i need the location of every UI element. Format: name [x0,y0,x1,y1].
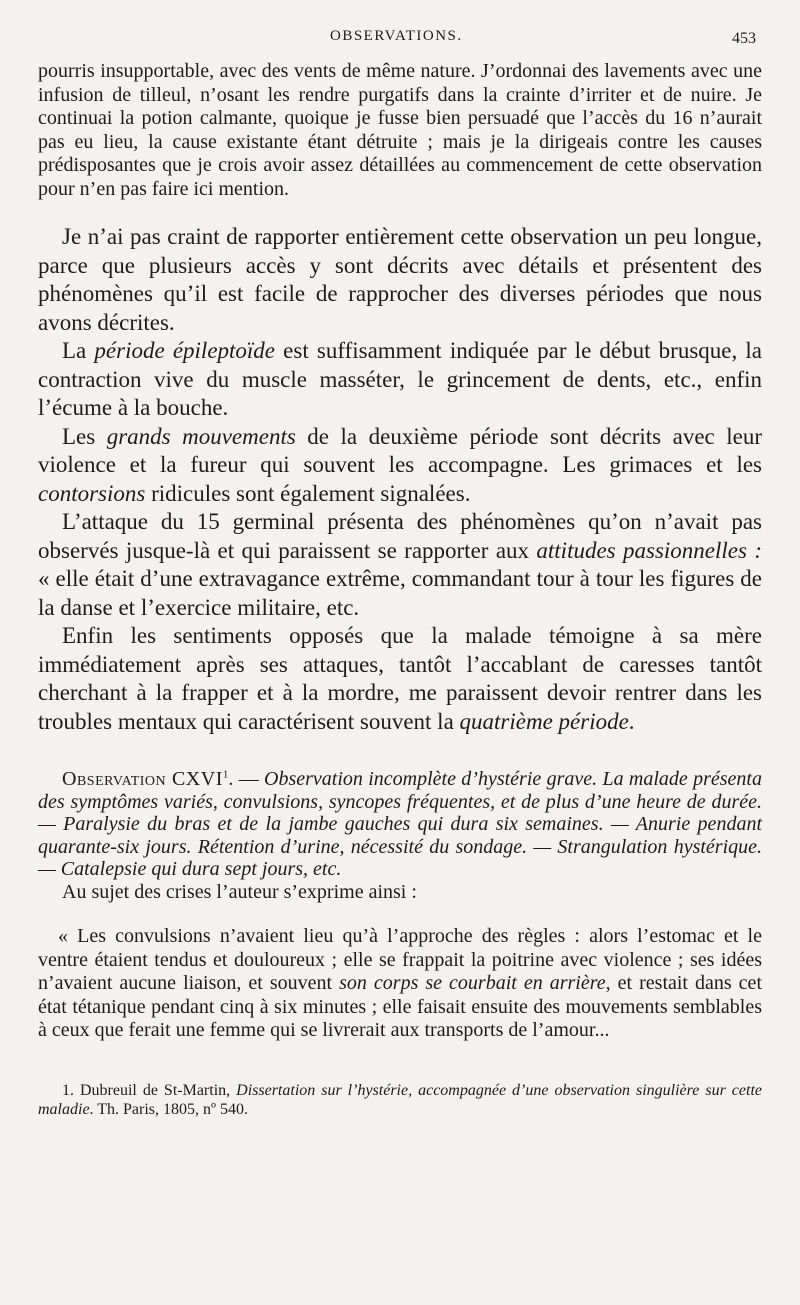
quotation-paragraph [38,925,762,1043]
footnote-number: 1. [62,1081,74,1099]
emphasis-text: son corps se courbait en arrière [339,972,606,994]
quotation-block [38,925,762,1043]
page-content [38,60,762,1120]
emphasis-text: période épileptoïde [94,338,276,363]
footnote-text [38,1081,762,1120]
emphasis-text: quatrième période [459,708,629,734]
text-run: L’attaque du 15 germinal présenta des phénomènes qu’on n’avait pas observés jusque-là et qui paraissent se rapporter aux [38,509,762,563]
text-run: La [62,338,95,363]
text-run: « Les convulsions n’avaient lieu qu’à l’approche des règles : alors l’estomac et le ventre étaient tendus et douloureux ; elle se frappait la poitrine avec violence ; ses idées n’avaient aucune liaison, et souvent [38,925,762,994]
observation-heading [38,768,762,881]
text-run: « elle était d’une extravagance extrême, commandant tour à tour les figures de la danse et l’exercice militaire, etc. [38,566,762,620]
observation-section [38,768,762,903]
observation-summary: Observation incomplète d’hystérie grave. La malade présenta des symptômes variés, convulsions, syncopes fréquentes, et de plus d’une heure de durée. — Paralysie du bras et de la jambe gauches qui dura six semaines. — Anurie pendant quarante-six jours. Rétention d’urine, nécessité du sondage. — Strangulation hystérique. — Catalepsie qui dura sept jours, etc. [38,768,762,880]
commentary-paragraph-3 [38,423,762,509]
commentary-paragraph-2 [38,337,762,423]
emphasis-text: grands mouvements [106,423,296,449]
footnote-details: . Th. Paris, 1805, nº 540. [89,1101,248,1118]
emphasis-text: attitudes passionnelles : [536,537,762,563]
running-title: OBSERVATIONS. [330,28,463,44]
commentary-paragraph-4 [38,508,762,622]
footnote-author: Dubreuil de St-Martin, [74,1081,237,1099]
text-run: , et restait dans cet état tétanique pendant cinq à six minutes ; elle faisait ensuite des mouvements semblables à ceux que ferait une femme qui se livrerait aux transports de l’amour... [38,972,762,1041]
observation-intro: Au sujet des crises l’auteur s’exprime ainsi : [62,880,417,903]
commentary-section [38,223,762,736]
text-run: . [628,708,635,734]
observation-dash: . — [228,768,265,790]
text-run: est suffisamment indiquée par le début brusque, la contraction vive du muscle masséter, le grincement de dents, etc., enfin l’écume à la bouche. [38,338,763,420]
continued-paragraph-block [38,60,762,201]
running-header [0,28,800,52]
text-run: de la deuxième période sont décrits avec leur violence et la fureur qui souvent les accompagne. Les grimaces et les [38,423,762,477]
footnote-title: Dissertation sur l’hystérie, accompagnée d’une observation singulière sur cette maladie [38,1081,762,1118]
emphasis-text: contorsions [38,480,146,506]
text-run: Enfin les sentiments opposés que la malade témoigne à sa mère immédiatement après ses attaques, tantôt l’accablant de caresses tantôt cherchant à la frapper et à la mordre, me paraissent devoir rentrer dans les troubles mentaux qui caractérisent souvent la [38,623,762,734]
commentary-paragraph-1: Je n’ai pas craint de rapporter entièrement cette observation un peu longue, parce que plusieurs accès y sont décrits avec détails et présentent des phénomènes qu’il est facile de rapprocher des diverses périodes que nous avons décrites. [38,224,762,335]
text-run: ridicules sont également signalées. [145,480,471,506]
observation-label: Observation CXVI [62,768,223,790]
continued-paragraph: pourris insupportable, avec des vents de même nature. J’ordonnai des lavements avec une infusion de tilleul, n’osant les rendre purgatifs dans la crainte d’irriter et de nuire. Je continuai la potion calmante, quoique je fusse bien persuadé que l’accès du 16 n’aurait pas eu lieu, la cause existante étant détruite ; mais je la dirigeais contre les causes prédisposantes que je crois avoir assez détaillées au commencement de cette observation pour n’en pas faire ici mention. [38,60,762,200]
footnote [38,1081,762,1120]
page-number: 453 [732,30,756,47]
text-run: Les [62,423,107,449]
footnote-reference: 1 [222,768,229,781]
commentary-paragraph-5 [38,622,762,736]
